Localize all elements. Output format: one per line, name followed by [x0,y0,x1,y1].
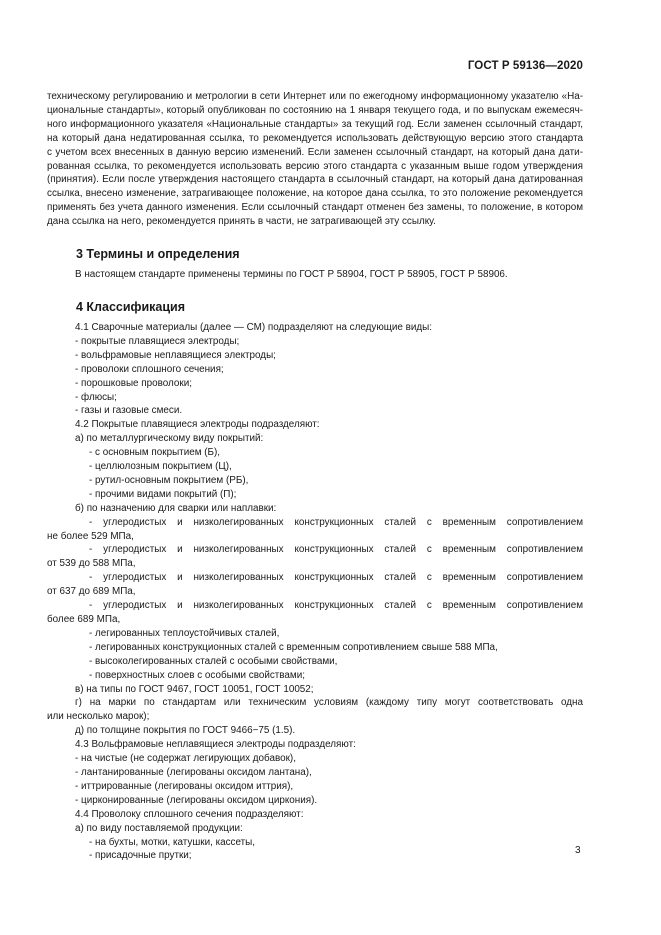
document-header-id: ГОСТ Р 59136—2020 [467,60,583,72]
intro-line: применять без учета данного изменения. Если ссылочный стандарт отменен без замены, то положение, в котором [47,202,583,214]
section-4-line: - высоколегированных сталей с особыми свойствами, [89,655,338,667]
section-4-content [47,321,583,863]
section-4-line: - порошковые проволоки; [75,377,192,389]
section-4-line: - присадочные прутки; [89,850,192,862]
section-4-line: - углеродистых и низколегированных конструкционных сталей с временным сопротивлением [89,600,583,612]
section-4-line: 4.2 Покрытые плавящиеся электроды подразделяют: [75,419,320,431]
intro-line: рованная ссылка, то рекомендуется использовать версию этого стандарта с указанным выше годом утверждения [47,160,583,172]
section-4-line: - рутил-основным покрытием (РБ), [89,474,249,486]
section-4-line: д) по толщине покрытия по ГОСТ 9466−75 (1.5). [75,725,296,737]
section-4-line: - лантанированные (легированы оксидом лантана), [75,766,312,778]
section-4-line: не более 529 МПа, [47,530,134,542]
intro-line: с учетом всех внесенных в данную версию изменений. Если заменен ссылочный стандарт, на который дана дати- [47,146,583,158]
section-4-line: - целлюлозным покрытием (Ц), [89,461,232,473]
section-4-line: г) на марки по стандартам или техническим условиям (каждому типу могут соответствовать одна [75,697,583,709]
intro-paragraph [47,90,583,229]
section-4-line: - на чистые (не содержат легирующих добавок), [75,753,296,765]
section-4-line: - вольфрамовые неплавящиеся электроды; [75,349,276,361]
section-4-line: а) по виду поставляемой продукции: [75,822,243,834]
intro-line: (принятия). Если после утверждения настоящего стандарта в ссылочный стандарт, на который дана датированная [47,174,583,186]
section-4-line: 4.1 Сварочные материалы (далее — СМ) подразделяют на следующие виды: [75,321,432,333]
section-4-line: - углеродистых и низколегированных конструкционных сталей с временным сопротивлением [89,544,583,556]
section-4-line: - на бухты, мотки, катушки, кассеты, [89,836,256,848]
section-3-text: В настоящем стандарте применены термины по ГОСТ Р 58904, ГОСТ Р 58905, ГОСТ Р 58906. [75,269,508,281]
section-4-line: от 637 до 689 МПа, [47,586,136,598]
section-4-line: 4.4 Проволоку сплошного сечения подразделяют: [75,808,304,820]
section-4-line: - поверхностных слоев с особыми свойствами; [89,669,305,681]
section-4-line: или несколько марок); [47,711,150,723]
section-4-line: в) на типы по ГОСТ 9467, ГОСТ 10051, ГОСТ 10052; [75,683,314,695]
intro-line: дана ссылка на него, рекомендуется принять в части, не затрагивающей эту ссылку. [47,216,436,228]
page-number: 3 [575,845,581,856]
section-4-line: - цирконированные (легированы оксидом циркония). [75,794,318,806]
section-4-line: более 689 МПа, [47,614,121,625]
section-4-line: - углеродистых и низколегированных конструкционных сталей с временным сопротивлением [89,516,583,528]
section-4-line: от 539 до 588 МПа, [47,558,136,570]
intro-line: ного информационного указателя «Национальные стандарты» за текущий год. Если заменен ссылочный стандарт, [47,118,583,130]
section-4-line: - газы и газовые смеси. [75,405,183,417]
section-4-line: - легированных теплоустойчивых сталей, [89,627,280,639]
section-4-line: - проволоки сплошного сечения; [75,363,224,375]
section-4-line: 4.3 Вольфрамовые неплавящиеся электроды подразделяют: [75,739,356,751]
section-4-heading: 4 Классификация [76,299,186,314]
section-4-line: а) по металлургическому виду покрытий: [75,433,264,445]
section-4-line: - иттрированные (легированы оксидом иттрия), [75,780,294,792]
section-4-line: - углеродистых и низколегированных конструкционных сталей с временным сопротивлением [89,572,583,584]
section-4-line: - покрытые плавящиеся электроды; [75,335,240,347]
intro-line: циональные стандарты», который опубликован по состоянию на 1 января текущего года, и по выпускам ежемесяч- [47,104,583,116]
section-4-line: - прочими видами покрытий (П); [89,488,237,500]
section-3-heading: 3 Термины и определения [76,247,240,262]
section-4-line: - флюсы; [75,391,117,403]
intro-line: ссылка, внесено изменение, затрагивающее положение, на которое дана ссылка, то это положение рекомендуется [47,188,583,200]
intro-line: техническому регулированию и метрологии в сети Интернет или по ежегодному информационному указателю «На- [47,91,583,102]
intro-line: на который дана недатированная ссылка, то рекомендуется использовать действующую версию этого стандарта [47,132,583,144]
section-4-line: б) по назначению для сварки или наплавки: [75,502,277,514]
section-4-line: - с основным покрытием (Б), [89,447,221,459]
section-4-line: - легированных конструкционных сталей с временным сопротивлением свыше 588 МПа, [89,641,498,653]
document-body [47,90,583,863]
